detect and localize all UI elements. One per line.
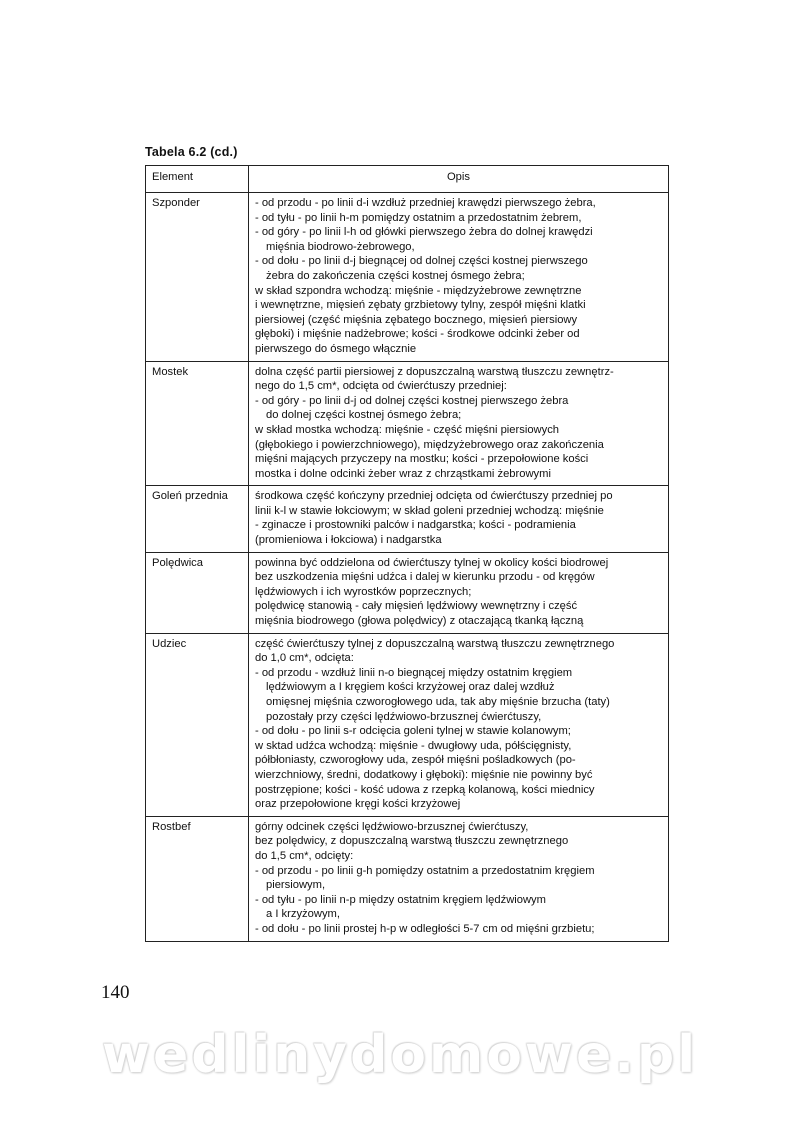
- description-line: mięśnia biodrowo-żebrowego,: [266, 240, 415, 253]
- watermark-text: wedlinydomowe.pl: [101, 1025, 699, 1085]
- description-line: pozostały przy części lędźwiowo-brzusznej ćwierćtuszy,: [266, 710, 542, 723]
- description-line: - od dołu - po linii prostej h-p w odległości 5-7 cm od mięśni grzbietu;: [255, 922, 595, 935]
- description-line: (głębokiego i powierzchniowego), międzyżebrowego oraz zakończenia: [255, 438, 604, 451]
- element-name-cell: Szponder: [146, 193, 249, 362]
- data-table: [145, 165, 669, 942]
- description-cell: [249, 552, 669, 633]
- description-line: oraz przepołowione kręgi kości krzyżowej: [255, 798, 461, 811]
- description-cell: [249, 193, 669, 362]
- description-line: do 1,0 cm*, odcięta:: [255, 652, 354, 665]
- element-name-cell: Polędwica: [146, 552, 249, 633]
- description-line: lędźwiowych i ich wyrostków poprzecznych;: [255, 585, 472, 598]
- description-line: - od dołu - po linii s-r odcięcia goleni tylnej w stawie kolanowym;: [255, 725, 571, 738]
- description-line: omięsnej mięśnia czworogłowego uda, tak aby mięśnie brzucha (taty): [266, 696, 610, 708]
- description-line: półbłoniasty, czworogłowy uda, zespół mięśni pośladkowych (po-: [255, 754, 576, 767]
- element-name-cell: Mostek: [146, 361, 249, 486]
- description-line: bez uszkodzenia mięśni udźca i dalej w kierunku przodu - od kręgów: [255, 571, 595, 584]
- description-line: polędwicę stanowią - cały mięsień lędźwiowy wewnętrzny i część: [255, 600, 578, 613]
- table-header-row: [146, 166, 669, 193]
- table-row: [146, 552, 669, 633]
- page-number: 140: [101, 982, 130, 1003]
- description-line: w skład szpondra wchodzą: mięśnie - międzyżebrowe zewnętrzne: [255, 284, 582, 297]
- description-line: środkowa część kończyny przedniej odcięta od ćwierćtuszy przedniej po: [255, 490, 613, 503]
- table-row: [146, 361, 669, 486]
- description-line: do dolnej części kostnej ósmego żebra;: [266, 409, 462, 422]
- description-line: - od tyłu - po linii n-p między ostatnim kręgiem lędźwiowym: [255, 893, 546, 906]
- description-line: - od przodu - wzdłuż linii n-o biegnącej między ostatnim kręgiem: [255, 666, 573, 679]
- description-line: postrzępione; kości - kość udowa z rzepką kolanową, kości miednicy: [255, 783, 595, 796]
- description-line: - od góry - po linii d-j od dolnej części kostnej pierwszego żebra: [255, 394, 569, 407]
- element-name-cell: Goleń przednia: [146, 486, 249, 552]
- description-cell: [249, 361, 669, 486]
- description-line: lędźwiowym a I kręgiem kości krzyżowej oraz dalej wzdłuż: [266, 681, 555, 694]
- description-line: w sktad udźca wchodzą: mięśnie - dwugłowy uda, półścięgnisty,: [255, 739, 572, 752]
- description-line: część ćwierćtuszy tylnej z dopuszczalną warstwą tłuszczu zewnętrznego: [255, 637, 615, 650]
- description-line: a I krzyżowym,: [266, 908, 340, 921]
- description-line: - od przodu - po linii g-h pomiędzy ostatnim a przedostatnim kręgiem: [255, 864, 595, 877]
- element-name-cell: Udziec: [146, 633, 249, 816]
- description-line: nego do 1,5 cm*, odcięta od ćwierćtuszy przedniej:: [255, 380, 507, 393]
- description-cell: [249, 486, 669, 552]
- description-line: głęboki) i mięśnie nadżebrowe; kości - środkowe odcinki żeber od: [255, 328, 580, 341]
- element-name-cell: Rostbef: [146, 816, 249, 941]
- description-line: w skład mostka wchodzą: mięśnie - część mięśni piersiowych: [255, 423, 560, 436]
- description-line: mięśnia biodrowego (głowa polędwicy) z otaczającą tkanką łączną: [255, 615, 584, 628]
- description-line: wierzchniowy, średni, dodatkowy i głęboki): mięśnie nie powinny być: [255, 768, 593, 781]
- description-line: górny odcinek części lędźwiowo-brzusznej ćwierćtuszy,: [255, 820, 529, 833]
- header-opis: Opis: [249, 166, 669, 193]
- description-line: - od przodu - po linii d-i wzdłuż przedniej krawędzi pierwszego żebra,: [255, 197, 596, 209]
- description-line: piersiowym,: [266, 879, 326, 892]
- table-row: [146, 633, 669, 816]
- description-line: mostka i dolne odcinki żeber wraz z chrząstkami żebrowymi: [255, 467, 551, 480]
- description-line: powinna być oddzielona od ćwierćtuszy tylnej w okolicy kości biodrowej: [255, 556, 609, 569]
- description-cell: [249, 816, 669, 941]
- description-line: mięśni mających przyczepy na mostku; kości - przepołowione kości: [255, 453, 589, 466]
- description-line: i wewnętrzne, mięsień zębaty grzbietowy tylny, zespół mięśni klatki: [255, 299, 586, 312]
- description-cell: [249, 633, 669, 816]
- description-line: dolna część partii piersiowej z dopuszczalną warstwą tłuszczu zewnętrz-: [255, 365, 614, 378]
- description-line: linii k-l w stawie łokciowym; w skład goleni przedniej wchodzą: mięśnie: [255, 504, 604, 517]
- description-line: - zginacze i prostowniki palców i nadgarstka; kości - podramienia: [255, 519, 576, 532]
- description-line: pierwszego do ósmego włącznie: [255, 342, 417, 355]
- description-line: - od góry - po linii l-h od główki pierwszego żebra do dolnej krawędzi: [255, 226, 593, 239]
- description-line: - od dołu - po linii d-j biegnącej od dolnej części kostnej pierwszego: [255, 255, 588, 268]
- table-caption: Tabela 6.2 (cd.): [145, 145, 238, 159]
- description-line: (promieniowa i łokciowa) i nadgarstka: [255, 534, 442, 547]
- description-line: bez polędwicy, z dopuszczalną warstwą tłuszczu zewnętrznego: [255, 835, 569, 848]
- table-row: [146, 486, 669, 552]
- description-line: do 1,5 cm*, odcięty:: [255, 849, 354, 862]
- description-line: żebra do zakończenia części kostnej ósmego żebra;: [266, 269, 525, 282]
- description-line: - od tyłu - po linii h-m pomiędzy ostatnim a przedostatnim żebrem,: [255, 211, 582, 224]
- description-line: piersiowej (część mięśnia zębatego bocznego, mięsień piersiowy: [255, 313, 578, 326]
- header-element: Element: [146, 166, 249, 193]
- table-row: [146, 193, 669, 362]
- table-row: [146, 816, 669, 941]
